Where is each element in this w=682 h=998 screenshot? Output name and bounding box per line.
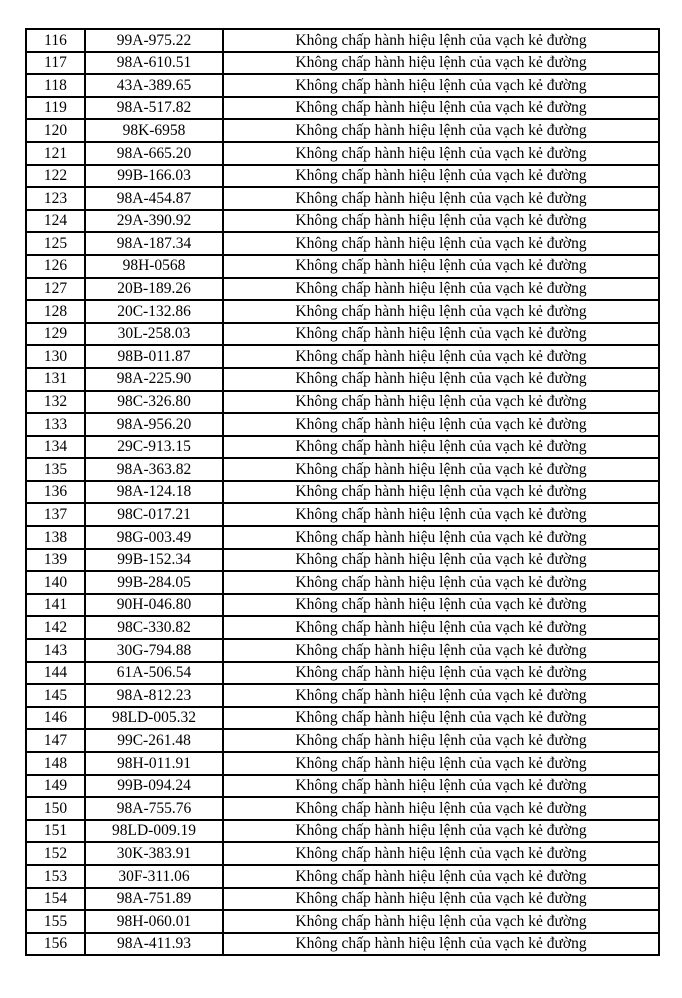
plate-number-cell: 98A-665.20 [85, 142, 223, 165]
row-number-cell: 138 [26, 526, 85, 549]
plate-number-cell: 99B-094.24 [85, 775, 223, 798]
plate-number-cell: 98LD-009.19 [85, 820, 223, 843]
table-row [26, 616, 659, 639]
row-number-cell: 145 [26, 684, 85, 707]
violation-cell: Không chấp hành hiệu lệnh của vạch kẻ đường [223, 933, 659, 956]
violation-cell: Không chấp hành hiệu lệnh của vạch kẻ đường [223, 210, 659, 233]
plate-number-cell: 30L-258.03 [85, 323, 223, 346]
violation-cell: Không chấp hành hiệu lệnh của vạch kẻ đường [223, 481, 659, 504]
plate-number-cell: 98G-003.49 [85, 526, 223, 549]
table-row [26, 74, 659, 97]
table-row [26, 503, 659, 526]
row-number-cell: 119 [26, 97, 85, 120]
plate-number-cell: 98A-363.82 [85, 458, 223, 481]
violation-cell: Không chấp hành hiệu lệnh của vạch kẻ đường [223, 187, 659, 210]
row-number-cell: 148 [26, 752, 85, 775]
violation-cell: Không chấp hành hiệu lệnh của vạch kẻ đường [223, 549, 659, 572]
row-number-cell: 155 [26, 910, 85, 933]
row-number-cell: 141 [26, 594, 85, 617]
row-number-cell: 143 [26, 639, 85, 662]
row-number-cell: 117 [26, 52, 85, 75]
violation-cell: Không chấp hành hiệu lệnh của vạch kẻ đường [223, 910, 659, 933]
plate-number-cell: 98H-060.01 [85, 910, 223, 933]
violation-cell: Không chấp hành hiệu lệnh của vạch kẻ đường [223, 323, 659, 346]
table-row [26, 639, 659, 662]
table-row [26, 391, 659, 414]
row-number-cell: 130 [26, 345, 85, 368]
row-number-cell: 144 [26, 662, 85, 685]
plate-number-cell: 29C-913.15 [85, 436, 223, 459]
row-number-cell: 121 [26, 142, 85, 165]
table-row [26, 594, 659, 617]
violation-cell: Không chấp hành hiệu lệnh của vạch kẻ đường [223, 165, 659, 188]
table-row [26, 752, 659, 775]
row-number-cell: 125 [26, 232, 85, 255]
table-row [26, 910, 659, 933]
table-row [26, 707, 659, 730]
row-number-cell: 123 [26, 187, 85, 210]
violation-cell: Không chấp hành hiệu lệnh của vạch kẻ đường [223, 232, 659, 255]
violation-cell: Không chấp hành hiệu lệnh của vạch kẻ đường [223, 391, 659, 414]
violation-cell: Không chấp hành hiệu lệnh của vạch kẻ đường [223, 797, 659, 820]
row-number-cell: 132 [26, 391, 85, 414]
plate-number-cell: 90H-046.80 [85, 594, 223, 617]
violations-table-body [26, 29, 659, 955]
violation-cell: Không chấp hành hiệu lệnh của vạch kẻ đường [223, 97, 659, 120]
plate-number-cell: 99B-166.03 [85, 165, 223, 188]
table-row [26, 684, 659, 707]
table-row [26, 232, 659, 255]
violation-cell: Không chấp hành hiệu lệnh của vạch kẻ đường [223, 526, 659, 549]
row-number-cell: 146 [26, 707, 85, 730]
plate-number-cell: 20B-189.26 [85, 278, 223, 301]
violation-cell: Không chấp hành hiệu lệnh của vạch kẻ đường [223, 368, 659, 391]
violation-cell: Không chấp hành hiệu lệnh của vạch kẻ đường [223, 413, 659, 436]
row-number-cell: 154 [26, 888, 85, 911]
row-number-cell: 152 [26, 842, 85, 865]
violation-cell: Không chấp hành hiệu lệnh của vạch kẻ đường [223, 888, 659, 911]
row-number-cell: 116 [26, 29, 85, 52]
plate-number-cell: 99B-152.34 [85, 549, 223, 572]
table-row [26, 820, 659, 843]
table-row [26, 97, 659, 120]
table-row [26, 888, 659, 911]
violation-cell: Không chấp hành hiệu lệnh của vạch kẻ đường [223, 571, 659, 594]
violation-cell: Không chấp hành hiệu lệnh của vạch kẻ đường [223, 345, 659, 368]
violations-table [25, 28, 660, 956]
table-row [26, 549, 659, 572]
table-row [26, 526, 659, 549]
row-number-cell: 139 [26, 549, 85, 572]
table-row [26, 436, 659, 459]
row-number-cell: 136 [26, 481, 85, 504]
table-row [26, 345, 659, 368]
plate-number-cell: 98H-0568 [85, 255, 223, 278]
table-row [26, 413, 659, 436]
row-number-cell: 156 [26, 933, 85, 956]
violation-cell: Không chấp hành hiệu lệnh của vạch kẻ đường [223, 707, 659, 730]
violation-cell: Không chấp hành hiệu lệnh của vạch kẻ đường [223, 503, 659, 526]
table-row [26, 842, 659, 865]
violation-cell: Không chấp hành hiệu lệnh của vạch kẻ đường [223, 142, 659, 165]
table-row [26, 165, 659, 188]
row-number-cell: 133 [26, 413, 85, 436]
row-number-cell: 137 [26, 503, 85, 526]
table-row [26, 323, 659, 346]
plate-number-cell: 98C-326.80 [85, 391, 223, 414]
violation-cell: Không chấp hành hiệu lệnh của vạch kẻ đường [223, 616, 659, 639]
violation-cell: Không chấp hành hiệu lệnh của vạch kẻ đường [223, 278, 659, 301]
table-row [26, 481, 659, 504]
plate-number-cell: 98A-812.23 [85, 684, 223, 707]
violation-cell: Không chấp hành hiệu lệnh của vạch kẻ đường [223, 594, 659, 617]
violation-cell: Không chấp hành hiệu lệnh của vạch kẻ đường [223, 119, 659, 142]
violation-cell: Không chấp hành hiệu lệnh của vạch kẻ đường [223, 820, 659, 843]
row-number-cell: 122 [26, 165, 85, 188]
violation-cell: Không chấp hành hiệu lệnh của vạch kẻ đường [223, 74, 659, 97]
table-row [26, 29, 659, 52]
row-number-cell: 147 [26, 729, 85, 752]
row-number-cell: 127 [26, 278, 85, 301]
plate-number-cell: 98C-330.82 [85, 616, 223, 639]
violation-cell: Không chấp hành hiệu lệnh của vạch kẻ đường [223, 752, 659, 775]
row-number-cell: 142 [26, 616, 85, 639]
table-row [26, 729, 659, 752]
row-number-cell: 131 [26, 368, 85, 391]
violation-cell: Không chấp hành hiệu lệnh của vạch kẻ đường [223, 436, 659, 459]
plate-number-cell: 98LD-005.32 [85, 707, 223, 730]
table-row [26, 52, 659, 75]
row-number-cell: 149 [26, 775, 85, 798]
violation-cell: Không chấp hành hiệu lệnh của vạch kẻ đường [223, 684, 659, 707]
table-row [26, 300, 659, 323]
table-row [26, 142, 659, 165]
plate-number-cell: 98A-517.82 [85, 97, 223, 120]
plate-number-cell: 98A-124.18 [85, 481, 223, 504]
table-row [26, 662, 659, 685]
violation-cell: Không chấp hành hiệu lệnh của vạch kẻ đường [223, 729, 659, 752]
row-number-cell: 140 [26, 571, 85, 594]
violation-cell: Không chấp hành hiệu lệnh của vạch kẻ đường [223, 639, 659, 662]
row-number-cell: 151 [26, 820, 85, 843]
table-row [26, 865, 659, 888]
table-row [26, 278, 659, 301]
plate-number-cell: 98H-011.91 [85, 752, 223, 775]
table-row [26, 368, 659, 391]
table-row [26, 458, 659, 481]
table-row [26, 775, 659, 798]
violation-cell: Không chấp hành hiệu lệnh của vạch kẻ đường [223, 775, 659, 798]
plate-number-cell: 98A-755.76 [85, 797, 223, 820]
plate-number-cell: 43A-389.65 [85, 74, 223, 97]
plate-number-cell: 98A-751.89 [85, 888, 223, 911]
plate-number-cell: 98A-225.90 [85, 368, 223, 391]
plate-number-cell: 30G-794.88 [85, 639, 223, 662]
row-number-cell: 118 [26, 74, 85, 97]
table-row [26, 187, 659, 210]
plate-number-cell: 98K-6958 [85, 119, 223, 142]
plate-number-cell: 98C-017.21 [85, 503, 223, 526]
violation-cell: Không chấp hành hiệu lệnh của vạch kẻ đường [223, 662, 659, 685]
row-number-cell: 126 [26, 255, 85, 278]
plate-number-cell: 98A-610.51 [85, 52, 223, 75]
row-number-cell: 134 [26, 436, 85, 459]
plate-number-cell: 98A-411.93 [85, 933, 223, 956]
table-row [26, 571, 659, 594]
plate-number-cell: 98A-956.20 [85, 413, 223, 436]
plate-number-cell: 98A-187.34 [85, 232, 223, 255]
plate-number-cell: 30K-383.91 [85, 842, 223, 865]
row-number-cell: 129 [26, 323, 85, 346]
plate-number-cell: 30F-311.06 [85, 865, 223, 888]
row-number-cell: 150 [26, 797, 85, 820]
plate-number-cell: 98B-011.87 [85, 345, 223, 368]
violation-cell: Không chấp hành hiệu lệnh của vạch kẻ đường [223, 300, 659, 323]
row-number-cell: 124 [26, 210, 85, 233]
plate-number-cell: 99B-284.05 [85, 571, 223, 594]
row-number-cell: 120 [26, 119, 85, 142]
table-row [26, 210, 659, 233]
violation-cell: Không chấp hành hiệu lệnh của vạch kẻ đường [223, 52, 659, 75]
table-row [26, 255, 659, 278]
table-row [26, 797, 659, 820]
table-row [26, 933, 659, 956]
plate-number-cell: 61A-506.54 [85, 662, 223, 685]
plate-number-cell: 29A-390.92 [85, 210, 223, 233]
violation-cell: Không chấp hành hiệu lệnh của vạch kẻ đường [223, 865, 659, 888]
violation-cell: Không chấp hành hiệu lệnh của vạch kẻ đường [223, 458, 659, 481]
plate-number-cell: 98A-454.87 [85, 187, 223, 210]
row-number-cell: 153 [26, 865, 85, 888]
violation-cell: Không chấp hành hiệu lệnh của vạch kẻ đường [223, 29, 659, 52]
row-number-cell: 135 [26, 458, 85, 481]
plate-number-cell: 99C-261.48 [85, 729, 223, 752]
violation-cell: Không chấp hành hiệu lệnh của vạch kẻ đường [223, 842, 659, 865]
row-number-cell: 128 [26, 300, 85, 323]
violation-cell: Không chấp hành hiệu lệnh của vạch kẻ đường [223, 255, 659, 278]
plate-number-cell: 20C-132.86 [85, 300, 223, 323]
table-row [26, 119, 659, 142]
plate-number-cell: 99A-975.22 [85, 29, 223, 52]
